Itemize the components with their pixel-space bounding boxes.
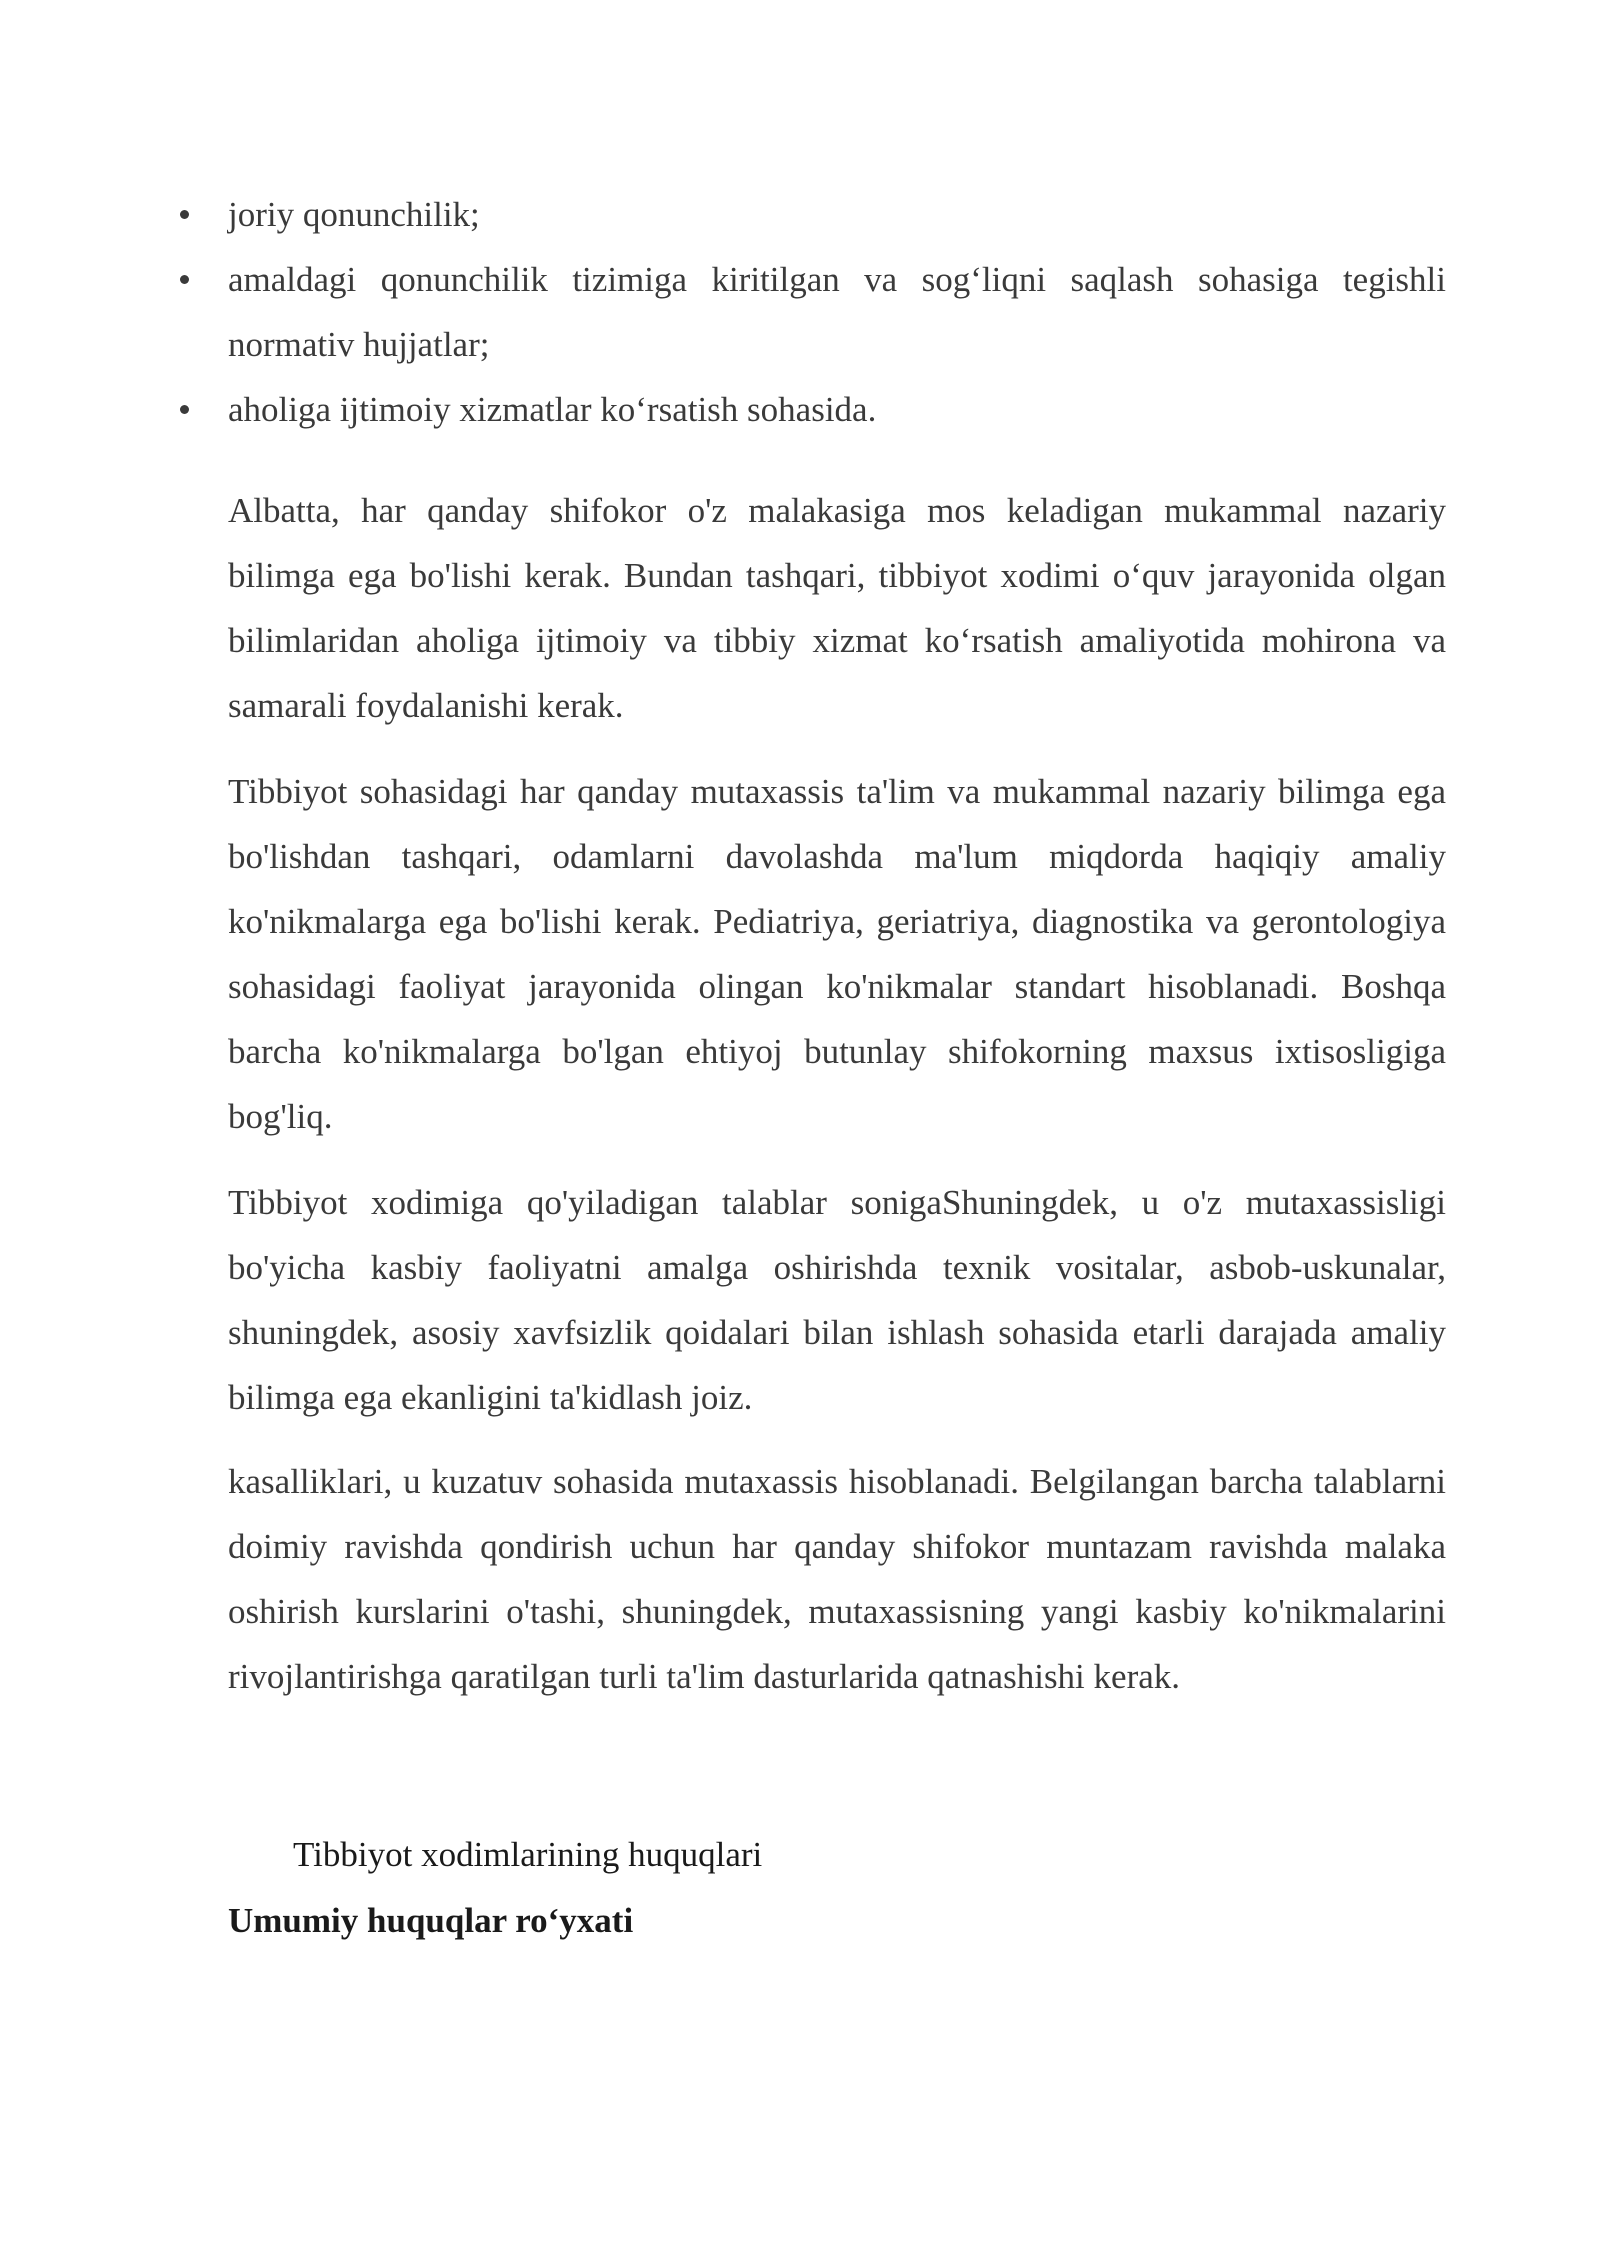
bullet-dot-icon — [180, 210, 189, 219]
section-heading: Umumiy huquqlar ro‘yxati — [228, 1901, 634, 1940]
paragraph: Tibbiyot sohasidagi har qanday mutaxassis ta'lim va mukammal nazariy bilimga ega bo'lishdan tashqari, odamlarni davolashda ma'lum miqdorda haqiqiy amaliy ko'nikmalarga ega bo'lishi kerak. Pediatriya, geriatriya, diagnostika va gerontologiya sohasidagi faoliyat jarayonida olingan ko'nikmalar standart hisoblanadi. Boshqa barcha ko'nikmalarga bo'lgan ehtiyoj butunlay shifokorning maxsus ixtisosligiga bog'liq. — [228, 772, 1446, 1136]
paragraph: Tibbiyot xodimiga qo'yiladigan talablar sonigaShuningdek, u o'z mutaxassisligi bo'yicha kasbiy faoliyatni amalga oshirishda texnik vositalar, asbob-uskunalar, shuningdek, asosiy xavfsizlik qoidalari bilan ishlash sohasida etarli darajada amaliy bilimga ega ekanligini ta'kidlash joiz. — [228, 1183, 1446, 1417]
bullet-item — [228, 377, 1446, 442]
bullet-text: aholiga ijtimoiy xizmatlar ko‘rsatish sohasida. — [228, 390, 877, 429]
bullet-item — [228, 247, 1446, 377]
bullet-list — [228, 182, 1446, 442]
bullet-text: joriy qonunchilik; — [228, 195, 480, 234]
bullet-dot-icon — [180, 405, 189, 414]
bullet-item — [228, 182, 1446, 247]
section-subheading: Tibbiyot xodimlarining huquqlari — [293, 1835, 763, 1874]
paragraph: kasalliklari, u kuzatuv sohasida mutaxassis hisoblanadi. Belgilangan barcha talablarni doimiy ravishda qondirish uchun har qanday shifokor muntazam ravishda malaka oshirish kurslarini o'tashi, shuningdek, mutaxassisning yangi kasbiy ko'nikmalarini rivojlantirishga qaratilgan turli ta'lim dasturlarida qatnashishi kerak. — [228, 1462, 1446, 1696]
bullet-text: amaldagi qonunchilik tizimiga kiritilgan va sog‘liqni saqlash sohasiga tegishli normativ hujjatlar; — [228, 260, 1446, 364]
paragraph: Albatta, har qanday shifokor o'z malakasiga mos keladigan mukammal nazariy bilimga ega bo'lishi kerak. Bundan tashqari, tibbiyot xodimi o‘quv jarayonida olgan bilimlaridan aholiga ijtimoiy va tibbiy xizmat ko‘rsatish amaliyotida mohirona va samarali foydalanishi kerak. — [228, 491, 1446, 725]
bullet-dot-icon — [180, 275, 189, 284]
